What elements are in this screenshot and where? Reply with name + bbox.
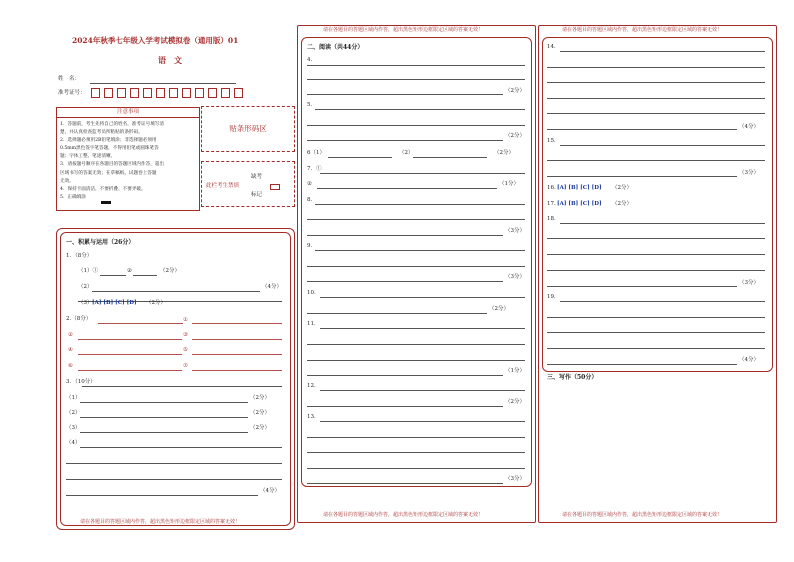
q13-label: 13． (307, 414, 320, 420)
q16-score: （2分） (612, 185, 632, 191)
q12-line-1[interactable] (320, 390, 525, 391)
q1-3-options[interactable]: [A] [B] [C] [D] (92, 300, 137, 306)
q3-3-score: （2分） (250, 425, 270, 431)
q19-score: （4分） (739, 357, 759, 363)
barcode-area (201, 106, 295, 152)
q19-label: 19． (547, 294, 560, 300)
q3-3-label: （3） (66, 425, 81, 431)
q13-line-2[interactable] (307, 437, 525, 438)
q4-line-3[interactable] (307, 94, 503, 95)
notice-right-top: 请在各题目的答题区域内作答，超出黑色矩形边框限定区域的答案无效！ (562, 27, 723, 33)
q3-2-score: （2分） (250, 410, 270, 416)
notice-mid-top: 请在各题目的答题区域内作答，超出黑色矩形边框限定区域的答案无效！ (323, 27, 484, 33)
q19-line-3[interactable] (547, 332, 765, 333)
fill-example-mark (101, 201, 111, 204)
q15-line-1[interactable] (560, 145, 765, 146)
q13-line-3[interactable] (307, 452, 525, 453)
q18-line-1[interactable] (560, 223, 765, 224)
q19-line-5[interactable] (547, 364, 737, 365)
q15-score: （3分） (739, 170, 759, 176)
q12-score: （2分） (505, 399, 525, 405)
q4-label: 4． (307, 57, 316, 63)
q8-line-1[interactable] (315, 204, 525, 205)
q14-label: 14． (547, 44, 560, 50)
q9-score: （3分） (505, 274, 525, 280)
q6-label-b: （2） (399, 150, 414, 156)
q10-line-2[interactable] (307, 313, 487, 314)
q3-3-line[interactable] (80, 432, 248, 433)
name-label: 姓 名： (58, 76, 81, 82)
q3-1-line[interactable] (80, 402, 248, 403)
q11-line-4[interactable] (307, 375, 503, 376)
q12-label: 12． (307, 383, 320, 389)
q13-score: （3分） (505, 476, 525, 482)
q18-label: 18． (547, 216, 560, 222)
q6-blank-1[interactable] (328, 157, 392, 158)
q5-line-1[interactable] (315, 109, 525, 110)
q14-line-6[interactable] (547, 129, 737, 130)
q5-label: 5． (307, 102, 316, 108)
q15-line-3[interactable] (547, 176, 737, 177)
name-field[interactable] (90, 83, 236, 84)
page-title: 2024年秋季七年级入学考试模拟卷（通用版）01 (72, 36, 239, 45)
q7-line-2[interactable] (317, 188, 497, 189)
q3-4-line-2[interactable] (66, 463, 282, 464)
q19-line-1[interactable] (560, 301, 765, 302)
q1-1-blank-a[interactable] (100, 275, 126, 276)
q1-1-label-b: ② (127, 268, 132, 274)
q12-line-2[interactable] (307, 406, 503, 407)
q11-label: 11． (307, 321, 320, 327)
q11-score: （1分） (505, 368, 525, 374)
q9-line-2[interactable] (307, 266, 525, 267)
q8-line-2[interactable] (307, 219, 525, 220)
q9-line-3[interactable] (307, 281, 503, 282)
q8-score: （3分） (505, 228, 525, 234)
absent-label: 缺考 (251, 174, 263, 180)
q13-line-1[interactable] (320, 421, 525, 422)
q17-label: 17. (547, 201, 556, 207)
q1-label: 1．（8分） (66, 253, 93, 259)
absent-checkbox[interactable] (270, 184, 280, 190)
q7-label-b: ② (307, 181, 312, 187)
q4-line-2[interactable] (307, 79, 525, 80)
q1-2-label: （2） (78, 284, 93, 290)
notice-mid-bottom: 请在各题目的答题区域内作答，超出黑色矩形边框限定区域的答案无效！ (323, 512, 484, 518)
q10-line-1[interactable] (320, 297, 525, 298)
q3-4-line-3[interactable] (66, 479, 282, 480)
q1-1-label: （1）① (78, 268, 98, 274)
notice-right-bottom: 请在各题目的答题区域内作答，超出黑色矩形边框限定区域的答案无效！ (562, 512, 723, 518)
q17-score: （2分） (612, 201, 632, 207)
q7-line-1[interactable] (320, 173, 525, 174)
notes-list: 1．答题前，考生先将自己的姓名，准考证号填写清 楚，并认真检查监考员所粘贴的条形码。 2．选择题必须用2B铅笔填涂；非选择题必须用 0.5mm黑色签字笔答题，不得用铅笔或圆珠笔答 题；字体工整、笔迹清晰。 3．请按题号顺序在各题目的答题区域内作答，超出 区域书写的答案无效；在草稿纸、试题卷上答题 无效。 4．保持卡面清洁，不要折叠、不要弄破。 5．正确填涂 (60, 122, 164, 200)
q3-1-score: （2分） (250, 395, 270, 401)
q5-score: （2分） (505, 133, 525, 139)
q3-4-score: （4分） (260, 488, 280, 494)
q17-options[interactable]: [A] [B] [C] [D] (557, 201, 602, 207)
writing-title: 三、写作（50分） (547, 374, 598, 381)
q3-label: 3．（10分） (66, 379, 96, 385)
q1-3-score: （2分） (146, 300, 166, 306)
q11-line-2[interactable] (307, 344, 525, 345)
q11-line-1[interactable] (320, 328, 525, 329)
q13-line-4[interactable] (307, 468, 525, 469)
absent-area (201, 161, 295, 207)
q3-4-label: （4） (66, 440, 81, 446)
q3-line-0[interactable] (82, 386, 282, 387)
q1-1-score: （2分） (160, 268, 180, 274)
q7-score: （1分） (499, 181, 519, 187)
q6-label: 6（1） (307, 150, 325, 156)
q1-3-label: （3） (78, 300, 93, 306)
q14-line-4[interactable] (547, 98, 765, 99)
q15-label: 15． (547, 138, 560, 144)
q1-2-score: （4分） (262, 284, 282, 290)
notes-box (56, 107, 200, 211)
q3-2-line[interactable] (80, 417, 248, 418)
q6-score: （2分） (494, 150, 514, 156)
q4-score: （2分） (505, 88, 525, 94)
q14-line-2[interactable] (547, 67, 765, 68)
q9-label: 9． (307, 243, 316, 249)
q4-line-1[interactable] (307, 65, 525, 66)
q13-line-5[interactable] (307, 483, 503, 484)
q3-4-line-1[interactable] (80, 447, 282, 448)
absent-note: 此栏考生禁填 (206, 183, 240, 189)
q14-line-3[interactable] (547, 82, 765, 83)
q10-score: （2分） (489, 306, 509, 312)
q2-label: 2.（8分） (66, 316, 92, 322)
q5-line-3[interactable] (307, 140, 503, 141)
subject-title: 语 文 (158, 55, 182, 65)
absent-mark-label: 标记 (251, 192, 263, 198)
q18-line-5[interactable] (547, 286, 737, 287)
q18-line-3[interactable] (547, 254, 765, 255)
q18-line-2[interactable] (547, 238, 765, 239)
q8-label: 8． (307, 197, 316, 203)
section1-title: 一、积累与运用（26分） (66, 239, 135, 246)
q1-2-line-1[interactable] (92, 291, 260, 292)
q14-score: （4分） (739, 124, 759, 130)
q14-line-5[interactable] (547, 113, 765, 114)
q3-4-line-4[interactable] (66, 495, 258, 496)
q9-line-1[interactable] (315, 250, 525, 251)
q10-label: 10． (307, 290, 320, 296)
q1-1-blank-b[interactable] (133, 275, 157, 276)
q5-line-2[interactable] (307, 125, 525, 126)
barcode-label: 贴条形码区 (229, 124, 267, 133)
q18-line-4[interactable] (547, 270, 765, 271)
q16-label: 16. (547, 185, 556, 191)
q19-line-4[interactable] (547, 348, 765, 349)
notice-left: 请在各题目的答题区域内作答，超出黑色矩形边框限定区域的答案无效！ (80, 519, 241, 525)
notes-title: 注意事项 (116, 109, 139, 115)
q7-label: 7．① (307, 166, 322, 172)
q11-line-3[interactable] (307, 360, 525, 361)
q16-options[interactable]: [A] [B] [C] [D] (557, 185, 602, 191)
q3-2-label: （2） (66, 410, 81, 416)
q15-line-2[interactable] (547, 160, 765, 161)
q3-1-label: （1） (66, 395, 81, 401)
q6-blank-2[interactable] (413, 157, 487, 158)
q8-line-3[interactable] (307, 235, 503, 236)
id-label: 准考证号： (58, 90, 86, 96)
q14-line-1[interactable] (560, 51, 765, 52)
section2-title: 二、阅读（共44分） (307, 44, 364, 51)
q18-score: （3分） (739, 280, 759, 286)
q19-line-2[interactable] (547, 317, 765, 318)
section2-inner-box (301, 37, 532, 487)
